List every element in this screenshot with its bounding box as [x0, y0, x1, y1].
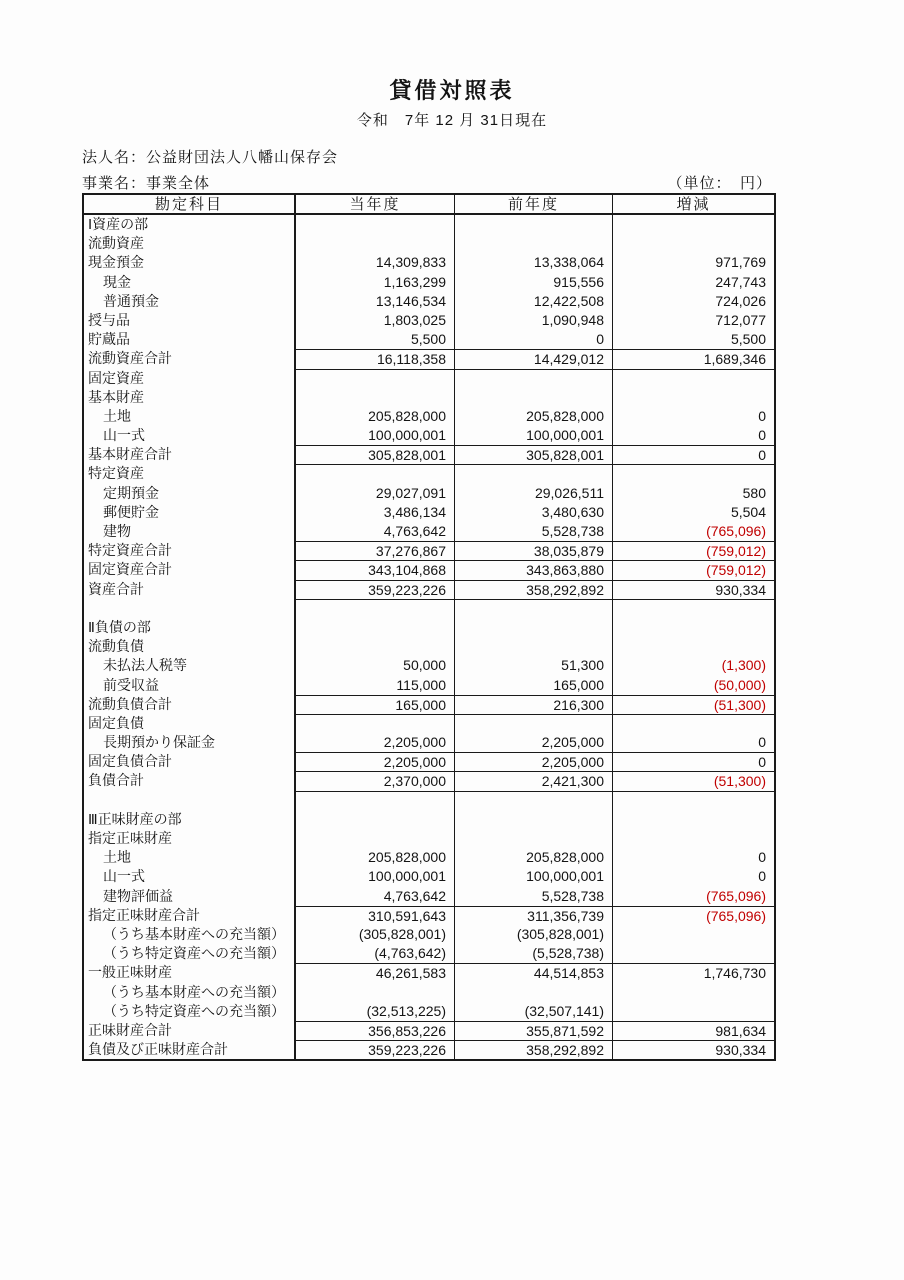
account-label: 一般正味財産 [84, 963, 296, 982]
current-year-value: 2,370,000 [296, 771, 455, 790]
previous-year-value: 5,528,738 [455, 522, 613, 541]
change-value: 0 [758, 407, 766, 424]
previous-year-value: 5,528,738 [455, 887, 613, 906]
table-row [84, 771, 774, 790]
change-value [613, 464, 774, 483]
current-year-value: 37,276,867 [296, 541, 455, 560]
table-row [84, 810, 774, 829]
table-row [84, 484, 774, 503]
previous-year-value [455, 829, 613, 848]
table-row [84, 1002, 774, 1021]
table-row [84, 445, 774, 464]
current-year-value: 29,027,091 [296, 484, 455, 503]
table-body [84, 215, 774, 1059]
previous-year-value: (305,828,001) [455, 925, 613, 944]
change-value: 0 [758, 849, 766, 866]
table-row [84, 215, 774, 234]
table-row [84, 1021, 774, 1040]
change-value: (759,012) [613, 541, 774, 560]
account-label: （うち特定資産への充当額） [84, 944, 296, 963]
account-label: 特定資産 [84, 464, 296, 483]
table-row [84, 791, 774, 810]
previous-year-value: 205,828,000 [455, 407, 613, 426]
previous-year-value: 1,090,948 [455, 311, 613, 330]
account-label: 資産合計 [84, 580, 296, 599]
change-value [613, 599, 774, 618]
current-year-value: 4,763,642 [296, 887, 455, 906]
current-year-value: 305,828,001 [296, 445, 455, 464]
change-value [613, 791, 774, 810]
unit-label: （単位： 円） [667, 175, 772, 192]
account-label: （うち特定資産への充当額） [84, 1002, 296, 1021]
table-row [84, 541, 774, 560]
previous-year-value: 915,556 [455, 273, 613, 292]
previous-year-value [455, 599, 613, 618]
table-row [84, 963, 774, 982]
change-value: (51,300) [613, 771, 774, 790]
account-label: 定期預金 [84, 484, 296, 503]
account-label: 固定資産 [84, 369, 296, 388]
change-value: 580 [742, 484, 766, 501]
previous-year-value: 343,863,880 [455, 560, 613, 579]
header-current-year: 当年度 [296, 195, 455, 215]
table-row [84, 848, 774, 867]
change-value [613, 215, 774, 234]
change-value: (765,096) [613, 906, 774, 925]
change-value [613, 714, 774, 733]
corporation-name: 法人名：公益財団法人八幡山保存会 [82, 149, 339, 166]
previous-year-value: 14,429,012 [455, 349, 613, 368]
current-year-value: 100,000,001 [296, 426, 455, 445]
previous-year-value: 358,292,892 [455, 1040, 613, 1059]
current-year-value: 3,486,134 [296, 503, 455, 522]
account-label: 基本財産合計 [84, 445, 296, 464]
previous-year-value: 305,828,001 [455, 445, 613, 464]
account-label: （うち基本財産への充当額） [84, 925, 296, 944]
current-year-value: 14,309,833 [296, 253, 455, 272]
current-year-value [296, 464, 455, 483]
change-value: (1,300) [721, 657, 766, 674]
previous-year-value: 100,000,001 [455, 867, 613, 886]
change-value: 5,504 [730, 503, 766, 520]
current-year-value: 115,000 [296, 676, 455, 695]
change-value [613, 1002, 774, 1021]
change-value: (759,012) [613, 560, 774, 579]
header-previous-year: 前年度 [455, 195, 613, 215]
current-year-value [296, 983, 455, 1002]
previous-year-value [455, 464, 613, 483]
previous-year-value: 0 [455, 330, 613, 349]
change-value: 0 [758, 427, 766, 444]
current-year-value: 356,853,226 [296, 1021, 455, 1040]
previous-year-value: 216,300 [455, 695, 613, 714]
previous-year-value [455, 810, 613, 829]
previous-year-value [455, 618, 613, 637]
previous-year-value: 165,000 [455, 676, 613, 695]
account-label: 土地 [84, 848, 296, 867]
previous-year-value [455, 714, 613, 733]
previous-year-value: 38,035,879 [455, 541, 613, 560]
change-value: 930,334 [613, 1040, 774, 1059]
previous-year-value: 29,026,511 [455, 484, 613, 503]
previous-year-value: 3,480,630 [455, 503, 613, 522]
table-row [84, 330, 774, 349]
table-row [84, 695, 774, 714]
previous-year-value: (32,507,141) [455, 1002, 613, 1021]
account-label: 現金預金 [84, 253, 296, 272]
change-value [613, 829, 774, 848]
table-row [84, 273, 774, 292]
change-value: (765,096) [706, 523, 766, 539]
account-label: 流動資産合計 [84, 349, 296, 368]
change-value [613, 618, 774, 637]
previous-year-value: 2,205,000 [455, 752, 613, 771]
table-row [84, 464, 774, 483]
current-year-value: 205,828,000 [296, 407, 455, 426]
previous-year-value: 13,338,064 [455, 253, 613, 272]
current-year-value [296, 234, 455, 253]
table-row [84, 580, 774, 599]
account-label: 固定資産合計 [84, 560, 296, 579]
account-label: 普通預金 [84, 292, 296, 311]
account-label [84, 791, 296, 810]
change-value: 5,500 [730, 331, 766, 348]
table-row [84, 714, 774, 733]
current-year-value: (32,513,225) [296, 1002, 455, 1021]
change-value [613, 388, 774, 407]
previous-year-value: 2,205,000 [455, 733, 613, 752]
account-label: 特定資産合計 [84, 541, 296, 560]
change-value: 247,743 [715, 273, 766, 290]
account-label [84, 599, 296, 618]
previous-year-value: 100,000,001 [455, 426, 613, 445]
previous-year-value [455, 983, 613, 1002]
current-year-value: 1,163,299 [296, 273, 455, 292]
current-year-value: 4,763,642 [296, 522, 455, 541]
previous-year-value [455, 234, 613, 253]
table-row [84, 388, 774, 407]
account-label: 未払法人税等 [84, 656, 296, 675]
header-change: 増減 [613, 195, 774, 215]
table-row [84, 599, 774, 618]
account-label: Ⅱ負債の部 [84, 618, 296, 637]
current-year-value: 165,000 [296, 695, 455, 714]
current-year-value: 359,223,226 [296, 580, 455, 599]
previous-year-value: 205,828,000 [455, 848, 613, 867]
account-label: 長期預かり保証金 [84, 733, 296, 752]
account-label: 建物 [84, 522, 296, 541]
account-label: 貯蔵品 [84, 330, 296, 349]
previous-year-value: 355,871,592 [455, 1021, 613, 1040]
table-row [84, 752, 774, 771]
table-row [84, 560, 774, 579]
change-value: 1,689,346 [613, 349, 774, 368]
change-value [613, 234, 774, 253]
account-label: Ⅲ正味財産の部 [84, 810, 296, 829]
table-row [84, 676, 774, 695]
previous-year-value: 51,300 [455, 656, 613, 675]
current-year-value: (4,763,642) [296, 944, 455, 963]
table-row [84, 983, 774, 1002]
account-label: Ⅰ資産の部 [84, 215, 296, 234]
account-label: 流動資産 [84, 234, 296, 253]
business-name: 事業名：事業全体 [82, 175, 211, 192]
change-value [613, 810, 774, 829]
previous-year-value: 12,422,508 [455, 292, 613, 311]
current-year-value [296, 369, 455, 388]
table-row [84, 618, 774, 637]
table-row [84, 369, 774, 388]
account-label: 指定正味財産合計 [84, 906, 296, 925]
change-value: 971,769 [715, 254, 766, 271]
table-row [84, 407, 774, 426]
previous-year-value [455, 388, 613, 407]
balance-sheet-table [82, 193, 776, 1061]
current-year-value: 46,261,583 [296, 963, 455, 982]
change-value: 0 [613, 445, 774, 464]
account-label: 流動負債 [84, 637, 296, 656]
change-value: 981,634 [613, 1021, 774, 1040]
current-year-value [296, 810, 455, 829]
table-row [84, 944, 774, 963]
current-year-value: 5,500 [296, 330, 455, 349]
table-row [84, 349, 774, 368]
previous-year-value: 44,514,853 [455, 963, 613, 982]
account-label: 山一式 [84, 867, 296, 886]
account-label: 建物評価益 [84, 887, 296, 906]
table-row [84, 426, 774, 445]
account-label: 負債及び正味財産合計 [84, 1040, 296, 1059]
current-year-value [296, 215, 455, 234]
current-year-value: 2,205,000 [296, 752, 455, 771]
current-year-value: 100,000,001 [296, 867, 455, 886]
account-label: 正味財産合計 [84, 1021, 296, 1040]
table-row [84, 656, 774, 675]
account-label: （うち基本財産への充当額） [84, 983, 296, 1002]
account-label: 土地 [84, 407, 296, 426]
previous-year-value: (5,528,738) [455, 944, 613, 963]
change-value [613, 637, 774, 656]
current-year-value [296, 714, 455, 733]
account-label: 現金 [84, 273, 296, 292]
current-year-value [296, 637, 455, 656]
change-value: 724,026 [715, 292, 766, 309]
document-date: 令和 7年 12 月 31日現在 [356, 112, 548, 129]
current-year-value: 16,118,358 [296, 349, 455, 368]
previous-year-value [455, 215, 613, 234]
header-account-title: 勘定科目 [84, 195, 296, 215]
current-year-value: 343,104,868 [296, 560, 455, 579]
previous-year-value [455, 637, 613, 656]
change-value [613, 944, 774, 963]
table-row [84, 503, 774, 522]
account-label: 基本財産 [84, 388, 296, 407]
table-row [84, 637, 774, 656]
current-year-value [296, 618, 455, 637]
change-value: 712,077 [715, 311, 766, 328]
table-row [84, 867, 774, 886]
change-value: 930,334 [613, 580, 774, 599]
current-year-value: (305,828,001) [296, 925, 455, 944]
page-title: 貸借対照表 [389, 78, 515, 103]
table-row [84, 253, 774, 272]
change-value: 0 [758, 868, 766, 885]
change-value [613, 369, 774, 388]
current-year-value [296, 791, 455, 810]
account-label: 山一式 [84, 426, 296, 445]
current-year-value: 1,803,025 [296, 311, 455, 330]
change-value: 0 [613, 752, 774, 771]
account-label: 郵便貯金 [84, 503, 296, 522]
previous-year-value [455, 369, 613, 388]
table-row [84, 906, 774, 925]
current-year-value: 2,205,000 [296, 733, 455, 752]
account-label: 授与品 [84, 311, 296, 330]
change-value [613, 925, 774, 944]
account-label: 前受収益 [84, 676, 296, 695]
table-row [84, 887, 774, 906]
table-row [84, 733, 774, 752]
change-value: (50,000) [713, 676, 766, 693]
table-row [84, 311, 774, 330]
table-row [84, 1040, 774, 1059]
table-row [84, 292, 774, 311]
previous-year-value: 2,421,300 [455, 771, 613, 790]
account-label: 固定負債 [84, 714, 296, 733]
table-row [84, 829, 774, 848]
account-label: 負債合計 [84, 771, 296, 790]
table-header-row [84, 195, 774, 215]
current-year-value [296, 829, 455, 848]
current-year-value [296, 388, 455, 407]
previous-year-value: 358,292,892 [455, 580, 613, 599]
previous-year-value [455, 791, 613, 810]
current-year-value [296, 599, 455, 618]
current-year-value: 50,000 [296, 656, 455, 675]
account-label: 指定正味財産 [84, 829, 296, 848]
change-value [613, 983, 774, 1002]
change-value: 0 [758, 734, 766, 751]
current-year-value: 13,146,534 [296, 292, 455, 311]
change-value: (765,096) [706, 887, 766, 904]
table-row [84, 522, 774, 541]
current-year-value: 359,223,226 [296, 1040, 455, 1059]
current-year-value: 310,591,643 [296, 906, 455, 925]
account-label: 固定負債合計 [84, 752, 296, 771]
change-value: (51,300) [613, 695, 774, 714]
account-label: 流動負債合計 [84, 695, 296, 714]
table-row [84, 234, 774, 253]
change-value: 1,746,730 [613, 963, 774, 982]
current-year-value: 205,828,000 [296, 848, 455, 867]
previous-year-value: 311,356,739 [455, 906, 613, 925]
table-row [84, 925, 774, 944]
